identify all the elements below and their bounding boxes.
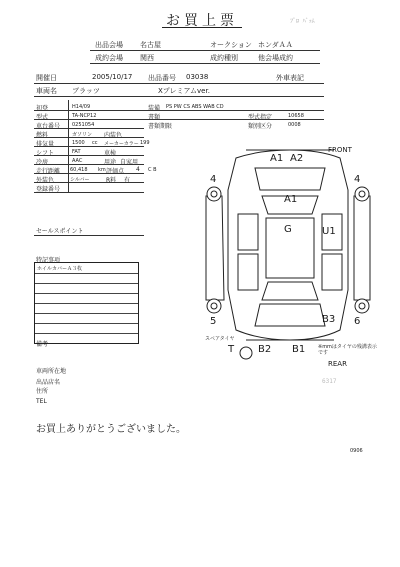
check-label: 車検 <box>104 150 117 157</box>
tel-label: TEL <box>36 398 47 405</box>
tire-number-rear-right: 6 <box>354 316 361 327</box>
maker-color-label: メーカーカラー <box>104 141 139 147</box>
page-title: お買上票 <box>166 13 238 29</box>
disp-label: 排気量 <box>36 141 55 148</box>
ac-value: AAC <box>72 158 83 164</box>
mark-b2-bumper: B2 <box>258 344 272 355</box>
mark-a1-front: A1 <box>270 153 284 164</box>
auction-label: オークション <box>210 41 252 49</box>
address-label: 住所 <box>36 388 49 395</box>
first-reg-label: 初登 <box>36 105 49 112</box>
model-value: TA-NCP12 <box>72 113 97 119</box>
tire-number-front-left: 4 <box>210 174 217 185</box>
mark-b3-rear: B3 <box>322 314 336 325</box>
equip-value: PS PW CS ABS WAB CD <box>166 104 224 110</box>
mark-b1-bumper: B1 <box>292 344 306 355</box>
page-code: 0906 <box>350 448 363 454</box>
class-value: 0008 <box>288 122 301 128</box>
type-no-label: 型式指定 <box>248 114 273 121</box>
model-label: 型式 <box>36 114 49 121</box>
frame-value: 0251054 <box>72 122 95 128</box>
place-label: 車両所在地 <box>36 368 67 375</box>
name-value: ブラッツ <box>72 87 100 95</box>
disp-unit: cc <box>92 140 98 146</box>
tire-number-rear-left: 5 <box>210 316 217 327</box>
front-label: FRONT <box>328 146 352 154</box>
special-label: 特記事項 <box>36 257 61 264</box>
usage-value: 自家用 <box>120 159 139 166</box>
first-reg-value: H14/09 <box>72 104 91 110</box>
grade-value: Xプレミアムver. <box>158 87 210 95</box>
outside-label: 外車表記 <box>276 74 304 82</box>
selling-points-label: セールスポイント <box>36 228 84 235</box>
score-label: 評価点 <box>106 168 125 175</box>
notes-label: 備考 <box>36 341 49 348</box>
mark-a2-front: A2 <box>290 153 304 164</box>
fuel-label: 燃料 <box>36 132 49 139</box>
mark-g-roof: G <box>284 224 292 235</box>
mileage-unit: km <box>98 167 106 173</box>
venue-value: 名古屋 <box>140 41 161 49</box>
ac-label: 冷房 <box>36 159 49 166</box>
spare-label: スペアタイヤ <box>205 336 235 342</box>
reg-no-label: 登録番号 <box>36 186 61 193</box>
color-label: 内装色 <box>104 132 123 139</box>
score-value: 4 <box>136 166 140 173</box>
contract-type-label: 成約種別 <box>210 54 238 62</box>
rear-label: REAR <box>328 360 347 368</box>
tire-number-front-right: 4 <box>354 174 361 185</box>
shift-label: シフト <box>36 150 55 157</box>
mileage-value: 60,418 <box>70 167 88 173</box>
disp-value: 1500 <box>72 140 85 146</box>
store-label: 出品店名 <box>36 379 61 386</box>
recycle-label: R料 <box>106 177 117 184</box>
exterior-value: シルバー <box>70 177 90 183</box>
lot-label: 出品番号 <box>148 74 176 82</box>
docs-label: 書類 <box>148 114 161 121</box>
name-label: 車両名 <box>36 87 57 95</box>
venue-label: 出品会場 <box>95 41 123 49</box>
equip-label: 装備 <box>148 105 161 112</box>
type-no-value: 10658 <box>288 113 304 119</box>
fuel-value: ガソリン <box>72 132 93 138</box>
usage-label: 用途 <box>104 159 117 166</box>
frame-label: 車台番号 <box>36 123 61 130</box>
lot-value: 03038 <box>186 73 209 81</box>
auction-value: ホンダＡＡ <box>258 41 293 49</box>
mark-a1-hood: A1 <box>284 194 298 205</box>
date-value: 2005/10/17 <box>92 73 133 81</box>
contract-venue-value: 関西 <box>140 54 154 62</box>
shift-value: FAT <box>72 149 81 155</box>
handwritten-note: ﾌﾟﾛ ﾊﾞｯﾑ <box>290 18 315 25</box>
contract-venue-label: 成約会場 <box>95 54 123 62</box>
mark-u1-side: U1 <box>322 226 336 237</box>
corner-note: 6317 <box>322 378 337 385</box>
special-item-1: ホイルカバーＡ３枚 <box>37 266 83 272</box>
cb-value: C B <box>148 167 157 173</box>
date-label: 開催日 <box>36 74 57 82</box>
recycle-value: 有 <box>124 177 131 184</box>
mileage-label: 走行距離 <box>36 168 61 175</box>
t-mark: T <box>228 344 235 355</box>
class-label: 類別区分 <box>248 123 273 130</box>
exterior-label: 外装色 <box>36 177 55 184</box>
maker-color-value: 199 <box>140 140 150 146</box>
closing-message: お買上ありがとうございました。 <box>36 424 186 435</box>
contract-type-value: 他会場成約 <box>258 54 293 62</box>
doc-period-label: 書類期限 <box>148 123 173 130</box>
tread-note: ※mmはタイヤの残溝表示です <box>318 344 377 356</box>
